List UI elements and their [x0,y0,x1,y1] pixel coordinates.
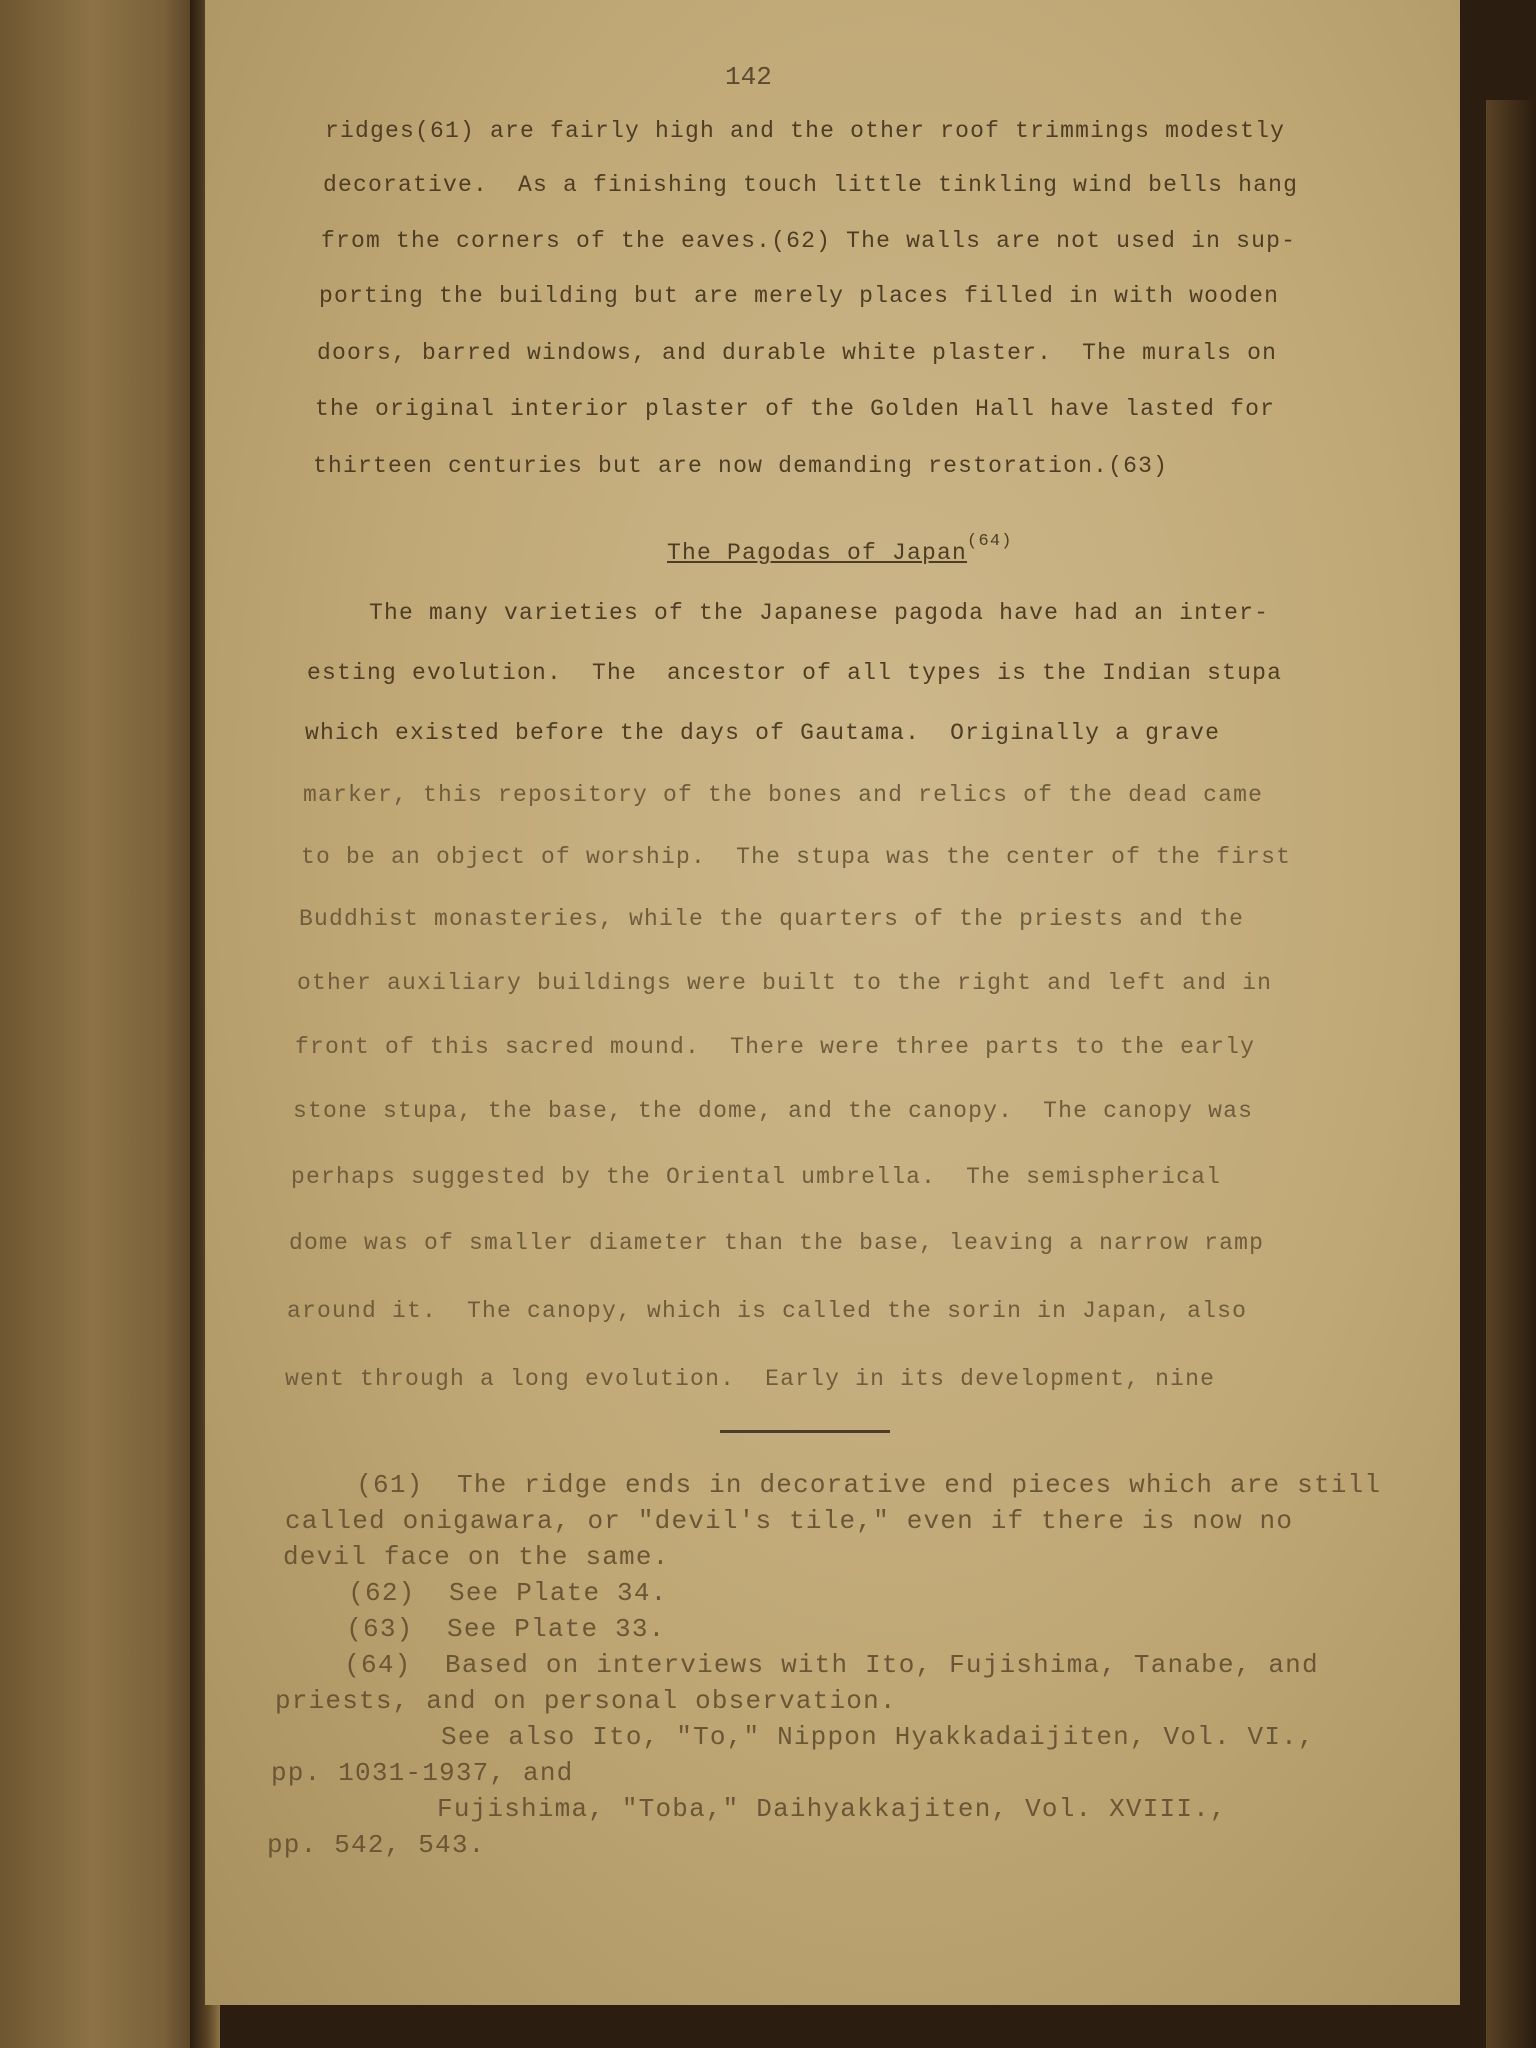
facing-page-edge [0,0,205,2048]
body-line: porting the building but are merely places filled in with wooden [319,283,1280,309]
document-page [205,0,1460,2005]
footnote-line: pp. 542, 543. [267,1830,486,1860]
body-line: doors, barred windows, and durable white plaster. The murals on [317,340,1278,366]
footnote-line: Fujishima, "Toba," Daihyakkajiten, Vol. XVIII., [269,1794,1227,1824]
section-heading-text: The Pagodas of Japan [667,540,968,566]
section-line: front of this sacred mound. There were three parts to the early [295,1034,1256,1060]
heading-footnote-marker: (64) [967,532,1013,551]
body-line: thirteen centuries but are now demanding restoration.(63) [313,453,1169,479]
section-line: Buddhist monasteries, while the quarters of the priests and the [299,906,1245,932]
footnote-line: See also Ito, "To," Nippon Hyakkadaijiten, Vol. VI., [273,1722,1315,1752]
section-line: to be an object of worship. The stupa was the center of the first [301,844,1292,870]
section-line: stone stupa, the base, the dome, and the canopy. The canopy was [293,1098,1254,1124]
book-cover-edge [1486,100,1536,2048]
body-line: decorative. As a finishing touch little tinkling wind bells hang [323,172,1299,198]
section-line: around it. The canopy, which is called the sorin in Japan, also [287,1298,1248,1324]
footnote-separator [720,1430,890,1433]
footnote-line: devil face on the same. [283,1542,670,1572]
footnote-line: (64) Based on interviews with Ito, Fujishima, Tanabe, and [277,1650,1319,1680]
section-heading [667,532,1013,566]
section-line: perhaps suggested by the Oriental umbrella. The semispherical [291,1164,1222,1190]
section-line: marker, this repository of the bones and relics of the dead came [303,782,1264,808]
footnote-line: priests, and on personal observation. [275,1686,897,1716]
section-line: went through a long evolution. Early in its development, nine [285,1366,1216,1392]
section-line: dome was of smaller diameter than the base, leaving a narrow ramp [289,1230,1265,1256]
section-line: which existed before the days of Gautama. Originally a grave [305,720,1221,746]
footnote-line: called onigawara, or "devil's tile," even if there is now no [285,1506,1294,1536]
body-line: the original interior plaster of the Golden Hall have lasted for [315,396,1276,422]
footnote-line: (63) See Plate 33. [279,1614,666,1644]
page-number: 142 [725,62,772,92]
body-line: from the corners of the eaves.(62) The walls are not used in sup- [321,228,1297,254]
footnote-line: (62) See Plate 34. [281,1578,668,1608]
section-line: other auxiliary buildings were built to the right and left and in [297,970,1273,996]
footnote-line: (61) The ridge ends in decorative end pieces which are still [289,1470,1382,1500]
section-line: The many varieties of the Japanese pagoda have had an inter- [309,600,1270,626]
body-line: ridges(61) are fairly high and the other roof trimmings modestly [325,118,1286,144]
section-line: esting evolution. The ancestor of all types is the Indian stupa [307,660,1283,686]
footnote-line: pp. 1031-1937, and [271,1758,574,1788]
